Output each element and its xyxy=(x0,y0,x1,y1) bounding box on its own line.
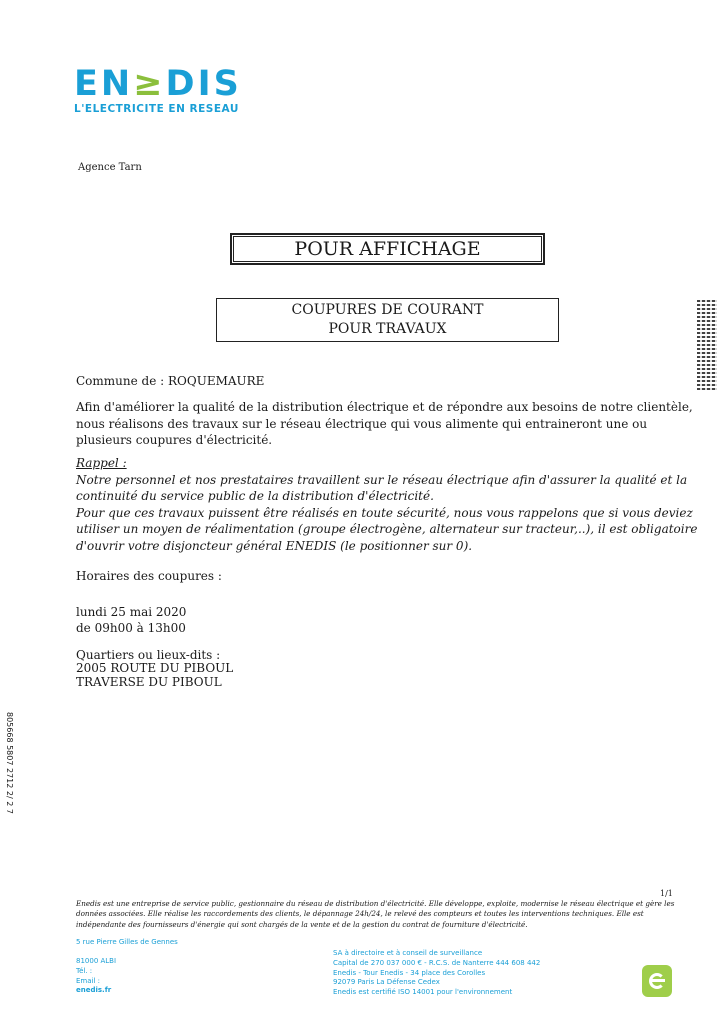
location-item: 2005 ROUTE DU PIBOUL xyxy=(76,661,234,675)
legal-notice: Enedis est une entreprise de service public, gestionnaire du réseau de distribution d'électricité. Elle développe, exploite, modernise le réseau électrique et gère les données associées. Elle réalise les raccordements des clients, le dépannage 24h/24, le relevé des compteurs et toutes les interventions techniques. Elle est indépendante des fournisseurs d'énergie qui sont chargés de la vente et de la gestion du contrat de fourniture d'électricité. xyxy=(76,899,675,929)
schedule-heading: Horaires des coupures : xyxy=(76,569,222,583)
page-number: 1/1 xyxy=(660,889,673,898)
rappel-section xyxy=(76,455,711,554)
logo-wordmark: EN≥DIS xyxy=(74,64,242,104)
corp-line: Enedis est certifié ISO 14001 pour l'environnement xyxy=(333,988,513,997)
side-reference-code: 805668 5807 2712 2/ 2 7 xyxy=(5,712,14,814)
rappel-heading: Rappel : xyxy=(76,456,127,470)
schedule-time: de 09h00 à 13h00 xyxy=(76,621,186,635)
rappel-text-1: Notre personnel et nos prestataires travaillent sur le réseau électrique afin d'assurer la qualité et la continuité du service public de la distribution d'électricité. xyxy=(76,472,688,503)
corp-line: Enedis - Tour Enedis - 34 place des Corolles xyxy=(333,968,486,977)
enedis-logo xyxy=(74,66,244,115)
corp-line: Capital de 270 037 000 € - R.C.S. de Nanterre 444 608 442 xyxy=(333,958,541,967)
intro-paragraph: Afin d'améliorer la qualité de la distribution électrique et de répondre aux besoins de notre clientèle, nous réalisons des travaux sur le réseau électrique qui vous alimente qui entraineront une ou plusieurs coupures d'électricité. xyxy=(76,400,693,447)
enedis-e-icon xyxy=(642,965,672,997)
subject-line-2: POUR TRAVAUX xyxy=(328,321,447,337)
logo-tagline: L'ELECTRICITE EN RESEAU xyxy=(74,103,239,115)
footer-web: enedis.fr xyxy=(76,986,112,995)
locations-heading: Quartiers ou lieux-dits : xyxy=(76,648,221,662)
footer-street: 5 rue Pierre Gilles de Gennes xyxy=(76,938,178,946)
notice-title: POUR AFFICHAGE xyxy=(230,233,545,265)
corp-line: 92079 Paris La Défense Cedex xyxy=(333,978,440,987)
location-item: TRAVERSE DU PIBOUL xyxy=(76,675,222,689)
footer-email: Email : xyxy=(76,976,101,985)
corp-line: SA à directoire et à conseil de surveillance xyxy=(333,949,483,957)
agency-name: Agence Tarn xyxy=(78,162,142,173)
footer-tel: Tél. : xyxy=(76,966,93,975)
rappel-text-2: Pour que ces travaux puissent être réalisés en toute sécurité, nous vous rappelons que si vous deviez utiliser un moyen de réalimentation (groupe électrogène, alternateur sur tracteur,..), il est obligatoire d'ouvrir votre disjoncteur général ENEDIS (le positionner sur 0). xyxy=(76,505,698,553)
footer-contact xyxy=(76,957,116,996)
schedule-date: lundi 25 mai 2020 xyxy=(76,605,187,619)
commune-line: Commune de : ROQUEMAURE xyxy=(76,374,265,388)
subject-box xyxy=(216,298,559,342)
subject-line-1: COUPURES DE COURANT xyxy=(291,302,484,318)
footer-corporate xyxy=(333,949,540,998)
footer-city: 81000 ALBI xyxy=(76,957,117,965)
